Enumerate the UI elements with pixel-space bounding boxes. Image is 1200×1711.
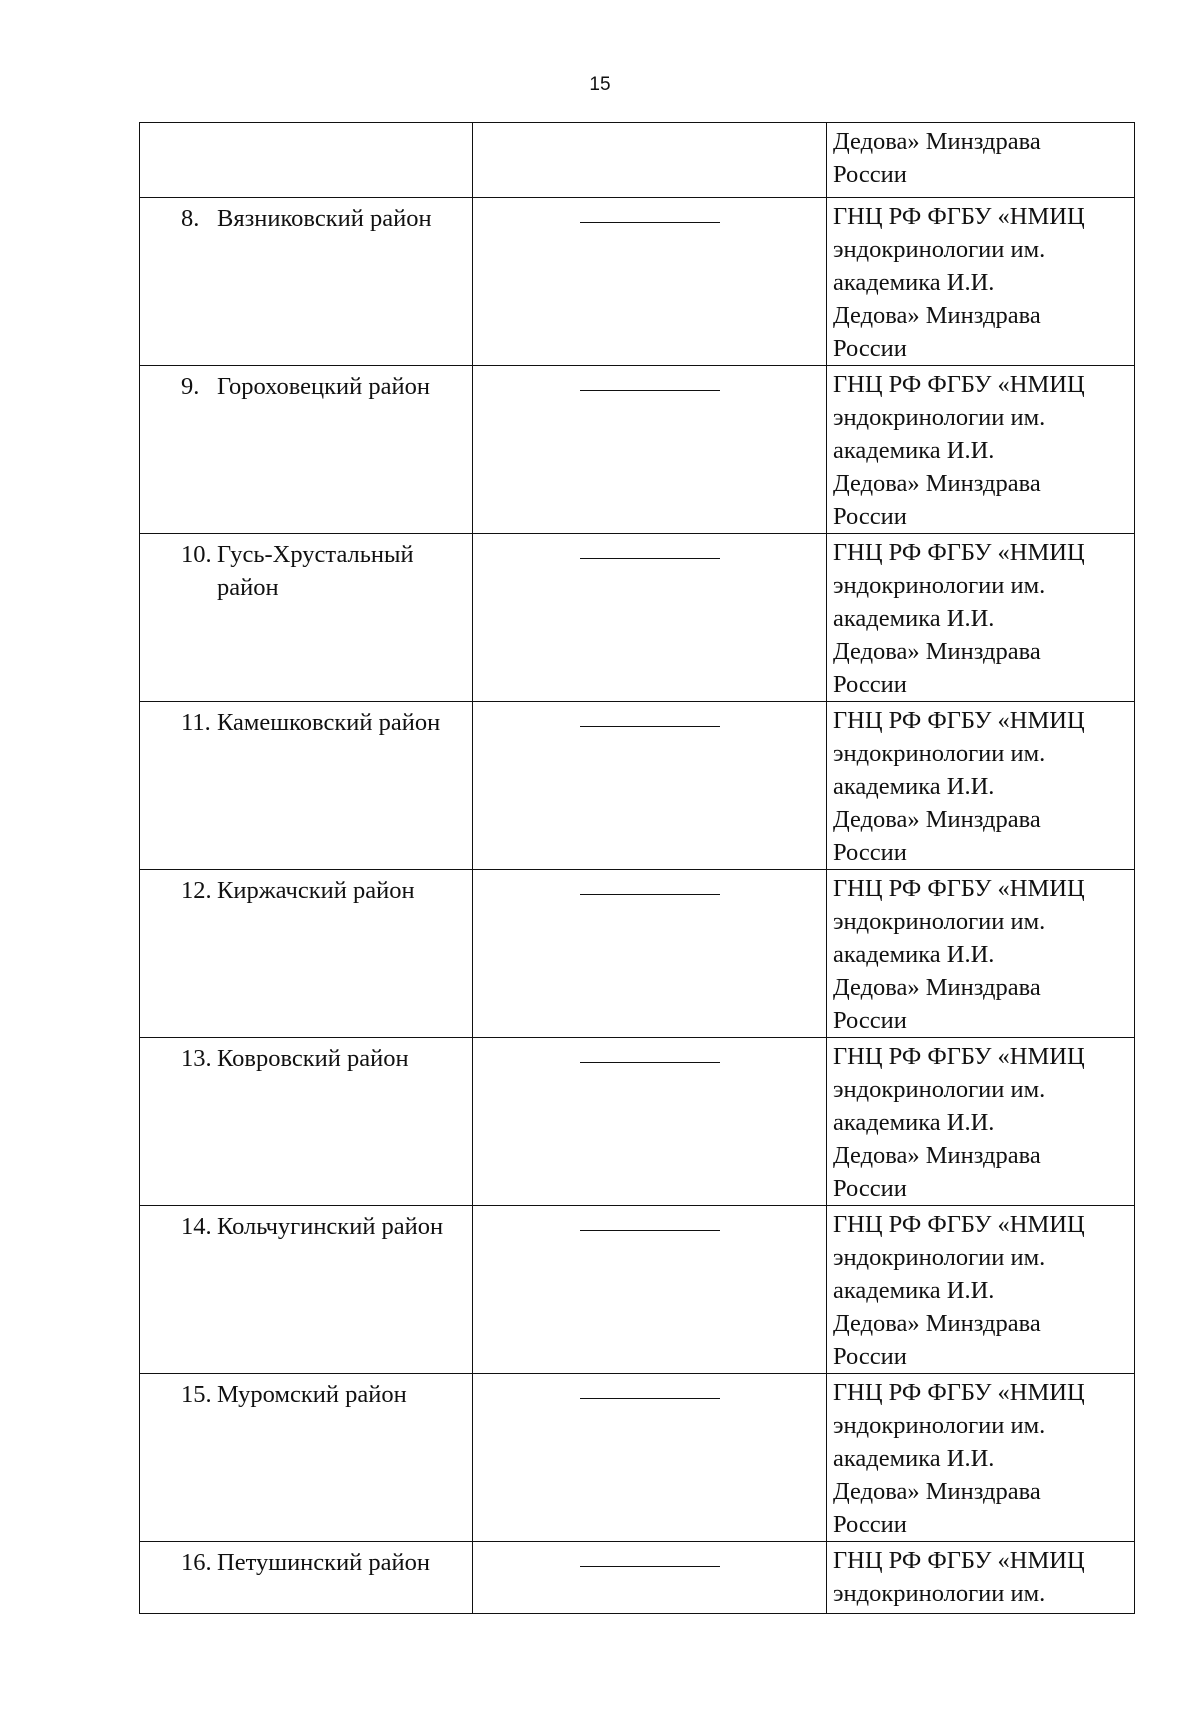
table-row (140, 1038, 1135, 1206)
dash-line (580, 1398, 720, 1399)
middle-cell (473, 870, 827, 1038)
district-name: Кольчугинский район (217, 1213, 444, 1240)
district-name: Петушинский район (217, 1549, 431, 1576)
org-cell: ГНЦ РФ ФГБУ «НМИЦ эндокринологии им. академика И.И. Дедова» Минздрава России (827, 198, 1135, 366)
dash-line (580, 726, 720, 727)
district-name-cell (140, 1206, 473, 1374)
row-number: 8. (181, 205, 200, 232)
districts-table (139, 122, 1135, 1614)
district-name: Гусь-Хрустальный район (217, 541, 414, 601)
name-cell-empty (140, 123, 473, 198)
dash-line (580, 222, 720, 223)
dash-line (580, 1230, 720, 1231)
org-cell: ГНЦ РФ ФГБУ «НМИЦ эндокринологии им. академика И.И. Дедова» Минздрава России (827, 702, 1135, 870)
table-row (140, 1542, 1135, 1614)
district-name-cell (140, 870, 473, 1038)
district-name-cell (140, 1374, 473, 1542)
table-row-continued (140, 123, 1135, 198)
dash-line (580, 1566, 720, 1567)
district-name-cell (140, 702, 473, 870)
row-number: 13. (181, 1045, 212, 1072)
district-name: Вязниковский район (217, 205, 432, 232)
row-number: 14. (181, 1213, 212, 1240)
middle-cell (473, 1206, 827, 1374)
org-cell: ГНЦ РФ ФГБУ «НМИЦ эндокринологии им. (827, 1542, 1135, 1614)
middle-cell (473, 1542, 827, 1614)
district-name-cell (140, 534, 473, 702)
district-name: Муромский район (217, 1381, 407, 1408)
district-name: Гороховецкий район (217, 373, 430, 400)
row-number: 9. (181, 373, 200, 400)
middle-cell (473, 702, 827, 870)
dash-line (580, 1062, 720, 1063)
district-name: Киржачский район (217, 877, 415, 904)
district-name-cell (140, 366, 473, 534)
table-row (140, 366, 1135, 534)
middle-cell (473, 1038, 827, 1206)
org-cell: ГНЦ РФ ФГБУ «НМИЦ эндокринологии им. академика И.И. Дедова» Минздрава России (827, 1038, 1135, 1206)
org-cell: ГНЦ РФ ФГБУ «НМИЦ эндокринологии им. академика И.И. Дедова» Минздрава России (827, 366, 1135, 534)
middle-cell (473, 1374, 827, 1542)
middle-cell (473, 534, 827, 702)
org-cell: ГНЦ РФ ФГБУ «НМИЦ эндокринологии им. академика И.И. Дедова» Минздрава России (827, 534, 1135, 702)
org-cell: ГНЦ РФ ФГБУ «НМИЦ эндокринологии им. академика И.И. Дедова» Минздрава России (827, 1374, 1135, 1542)
org-cell: ГНЦ РФ ФГБУ «НМИЦ эндокринологии им. академика И.И. Дедова» Минздрава России (827, 1206, 1135, 1374)
middle-cell-empty (473, 123, 827, 198)
middle-cell (473, 366, 827, 534)
district-name-cell (140, 1038, 473, 1206)
district-name: Камешковский район (217, 709, 441, 736)
table-row (140, 534, 1135, 702)
table-row (140, 702, 1135, 870)
table-row (140, 198, 1135, 366)
table-row (140, 1206, 1135, 1374)
district-name-cell (140, 198, 473, 366)
district-name-cell (140, 1542, 473, 1614)
district-name: Ковровский район (217, 1045, 409, 1072)
dash-line (580, 894, 720, 895)
org-cell: ГНЦ РФ ФГБУ «НМИЦ эндокринологии им. академика И.И. Дедова» Минздрава России (827, 870, 1135, 1038)
dash-line (580, 558, 720, 559)
row-number: 11. (181, 709, 211, 736)
table-row (140, 1374, 1135, 1542)
row-number: 15. (181, 1381, 212, 1408)
row-number: 10. (181, 541, 212, 568)
dash-line (580, 390, 720, 391)
middle-cell (473, 198, 827, 366)
org-cell: Дедова» Минздрава России (827, 123, 1135, 198)
page-number: 15 (589, 74, 611, 95)
row-number: 16. (181, 1549, 212, 1576)
table-row (140, 870, 1135, 1038)
row-number: 12. (181, 877, 212, 904)
